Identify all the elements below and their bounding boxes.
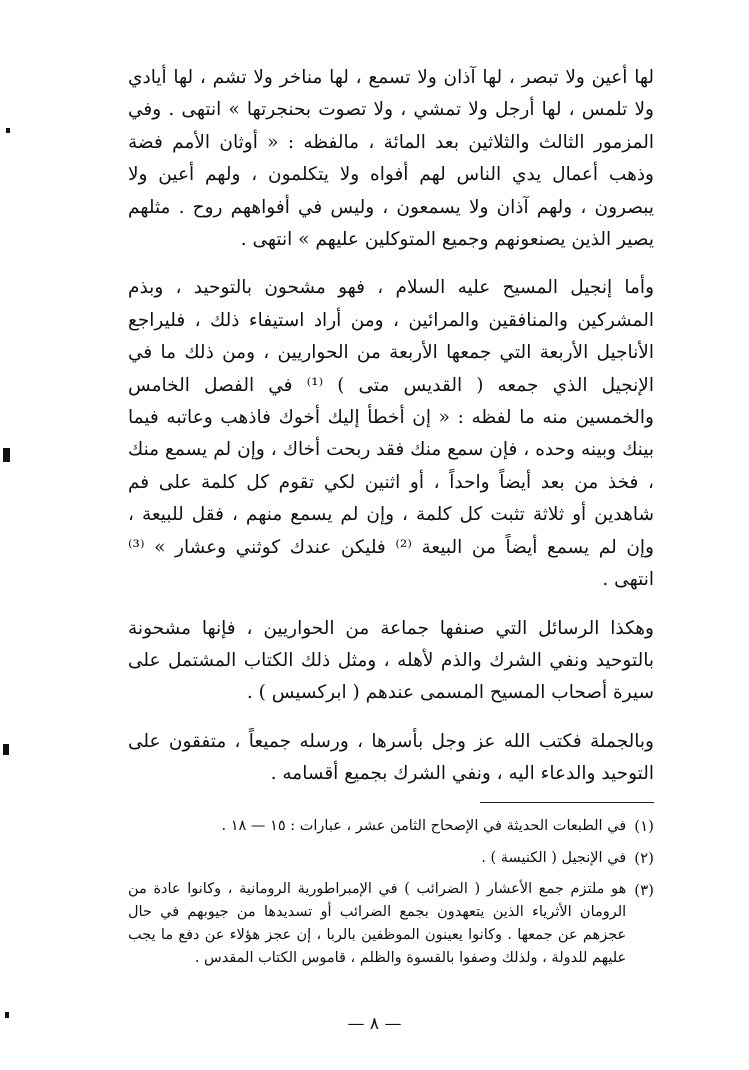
footnote-number: (١) <box>634 817 654 835</box>
footnote-2 <box>128 846 654 870</box>
scan-mark <box>3 744 9 755</box>
scan-mark <box>3 448 10 462</box>
footnote-text: هو ملتزم جمع الأعشار ( الضرائب ) في الإمبراطورية الرومانية ، وكانوا عادة من الرومان الأثرياء الذين يتعهدون بجمع الضرائب أو تسديدها من جيوبهم في حال عجزهم عن جمعها . وكانوا يعينون الموظفين بالربا ، إن عجز هؤلاء عن دفع ما يجب عليهم للدولة ، ولذلك وصفوا بالقسوة والظلم ، قاموس الكتاب المقدس . <box>128 881 627 966</box>
footnote-number: (٢) <box>634 849 654 867</box>
main-text <box>128 62 654 791</box>
footnote-number: (٣) <box>634 881 654 899</box>
scan-mark <box>6 128 10 133</box>
footnote-separator <box>480 802 654 803</box>
paragraph-4: وبالجملة فكتب الله عز وجل بأسرها ، ورسله جميعاً ، متفقون على التوحيد والدعاء اليه ، ونفي الشرك بجميع أقسامه . <box>128 730 654 785</box>
paragraph-1: لها أعين ولا تبصر ، لها آذان ولا تسمع ، لها مناخر ولا تشم ، لها أيادي ولا تلمس ، لها أرجل ولا تمشي ، ولا تصوت بحنجرتها » انتهى . وفي المزمور الثالث والثلاثين بعد المائة ، مالفظه : « أوثان الأمم فضة وذهب أعمال يدي الناس لهم أفواه ولا يتكلمون ، ولهم أعين ولا يبصرون ، ولهم آذان ولا يسمعون ، وليس في أفواههم روح . مثلهم يصير الذين يصنعونهم وجميع المتوكلين عليهم » انتهى . <box>128 67 654 251</box>
scan-mark <box>5 1012 9 1018</box>
paragraph-2: وأما إنجيل المسيح عليه السلام ، فهو مشحون بالتوحيد ، وبذم المشركين والمنافقين والمرائين ، ومن أراد استيفاء ذلك ، فليراجع الأناجيل الأربعة التي جمعها الأربعة من الحواريين ، ومن ذلك ما في الإنجيل الذي جمعه ( القديس متى ) ⁽¹⁾ في الفصل الخامس والخمسين منه ما لفظه : « إن أخطأ إليك أخوك فاذهب وعاتبه فيما بينك وبينه وحده ، فإن سمع منك فقد ربحت أخاك ، وإن لم يسمع منك ، فخذ من بعد أيضاً واحداً ، أو اثنين لكي تقوم كل كلمة على فم شاهدين أو ثلاثة تثبت كل كلمة ، وإن لم يسمع منهم ، فقل للبيعة ، وإن لم يسمع أيضاً من البيعة ⁽²⁾ فليكن عندك كوثني وعشار » ⁽³⁾ انتهى . <box>128 277 655 591</box>
footnote-text: في الطبعات الحديثة في الإصحاح الثامن عشر ، عبارات : ١٥ — ١٨ . <box>221 818 627 834</box>
paragraph-3: وهكذا الرسائل التي صنفها جماعة من الحواريين ، فإنها مشحونة بالتوحيد ونفي الشرك والذم لأهله ، ومثل ذلك الكتاب المشتمل على سيرة أصحاب المسيح المسمى عندهم ( ابركسيس ) . <box>128 617 654 704</box>
page-number: — ٨ — <box>347 1014 402 1034</box>
footnotes <box>128 814 654 978</box>
footnote-text: في الإنجيل ( الكنيسة ) . <box>481 850 627 866</box>
footnote-3 <box>128 878 654 970</box>
footnote-1 <box>128 814 654 838</box>
